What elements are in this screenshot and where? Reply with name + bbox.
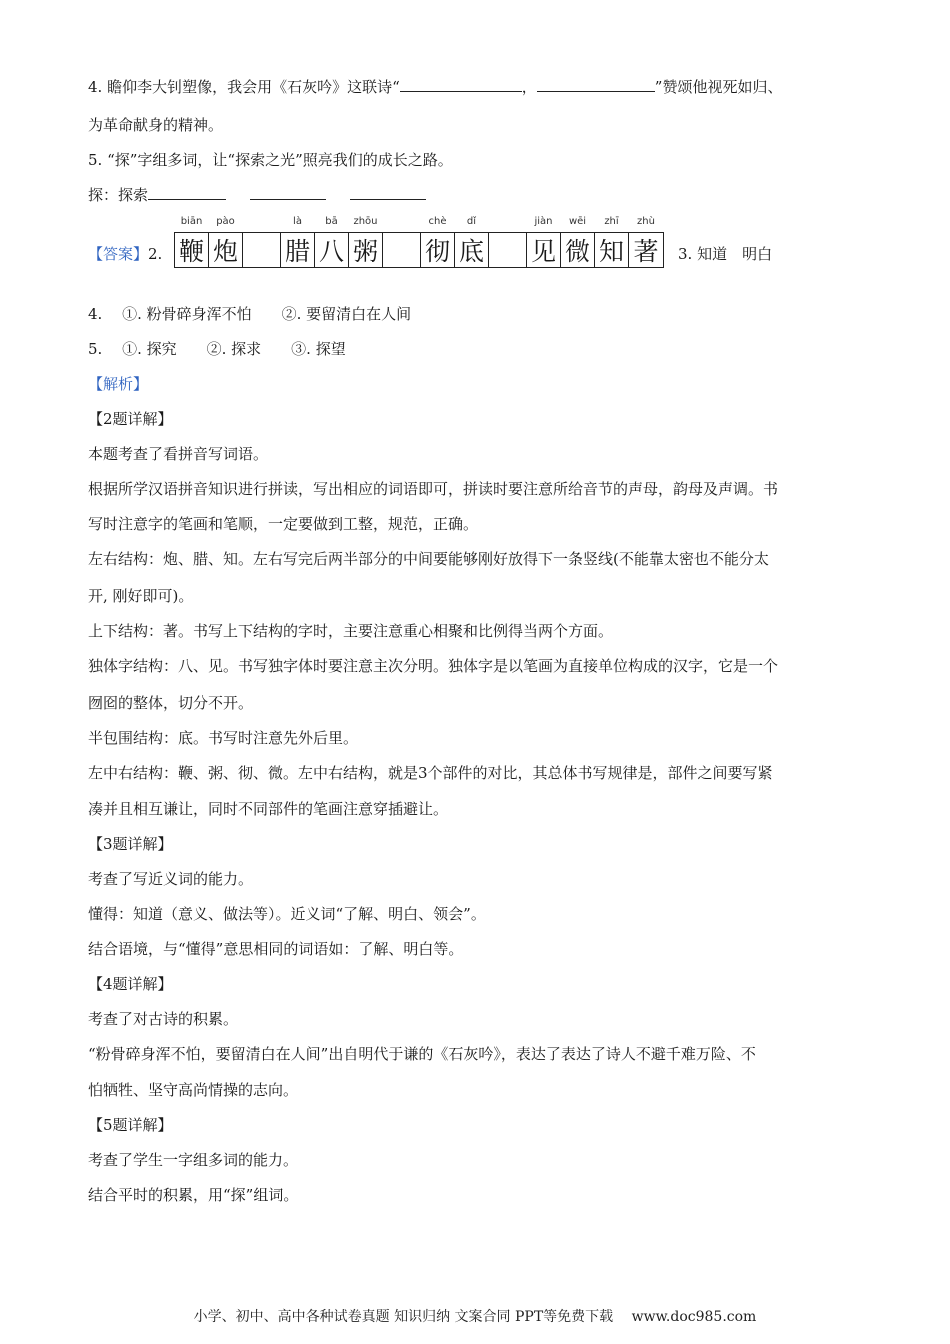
hanzi-char: 腊 [284, 237, 310, 266]
pinyin-label: zhī [604, 216, 619, 227]
analysis-line: 结合语境，与“懂得”意思相同的词语如：了解、明白等。 [88, 940, 464, 958]
answer-blank [148, 185, 226, 200]
analysis-line: “粉骨碎身浑不怕，要留清白在人间”出自明代于谦的《石灰吟》，表达了表达了诗人不避千难万险、不 [88, 1045, 756, 1063]
analysis-line: 上下结构：著。书写上下结构的字时，主要注意重心相聚和比例得当两个方面。 [88, 622, 614, 640]
grid-cell [209, 216, 243, 267]
analysis-line: 左右结构：炮、腊、知。左右写完后两半部分的中间要能够刚好放得下一条竖线(不能靠太密也不能分太 [88, 550, 769, 568]
hanzi-char: 见 [530, 237, 556, 266]
answer-blank [250, 185, 326, 200]
grid-cell-empty [243, 233, 281, 267]
analysis-line: 考查了写近义词的能力。 [88, 870, 254, 888]
pinyin-label: pào [216, 216, 235, 227]
question-5-text: 5. “探”字组多词，让“探索之光”照亮我们的成长之路。 [88, 151, 453, 169]
analysis-line: 半包围结构：底。书写时注意先外后里。 [88, 729, 359, 747]
analysis-line: 考查了学生一字组多词的能力。 [88, 1151, 299, 1169]
analysis-line: 怕牺牲、坚守高尚情操的志向。 [88, 1081, 299, 1099]
pinyin-label: bā [325, 216, 338, 227]
question-4-line-1: 4. 瞻仰李大钊塑像，我会用《石灰吟》这联诗“ ， ”赞颂他视死如归、 [88, 78, 783, 96]
question-5-blanks: 探：探索 [88, 185, 426, 205]
hanzi-char: 彻 [424, 237, 450, 266]
pinyin-label: dǐ [466, 216, 477, 227]
grid-cell [527, 216, 561, 267]
hanzi-char: 炮 [212, 237, 238, 266]
section-heading: 【2题详解】 [88, 410, 173, 428]
grid-cell [349, 216, 383, 267]
pinyin-label: jiàn [534, 216, 553, 227]
grid-cell [561, 216, 595, 267]
answer-3: 3. 知道 明白 [678, 245, 773, 263]
grid-cell [281, 216, 315, 267]
analysis-line: 结合平时的积累，用“探”组词。 [88, 1186, 299, 1204]
hanzi-char: 著 [633, 237, 659, 266]
q4-suffix: ”赞颂他视死如归、 [654, 78, 783, 96]
hanzi-char: 粥 [352, 237, 378, 266]
pinyin-label: chè [428, 216, 447, 227]
answer-blank [400, 77, 522, 92]
pinyin-label: wēi [568, 216, 587, 227]
grid-cell [455, 216, 489, 267]
q4-prefix: 4. 瞻仰李大钊塑像，我会用《石灰吟》这联诗“ [88, 78, 400, 96]
pinyin-label: zhù [637, 216, 655, 227]
grid-cell [175, 216, 209, 267]
analysis-line: 懂得：知道（意义、做法等）。近义词“了解、明白、领会”。 [88, 905, 486, 923]
analysis-line: 考查了对古诗的积累。 [88, 1010, 239, 1028]
hanzi-char: 底 [458, 237, 484, 266]
hanzi-char: 知 [598, 237, 624, 266]
section-heading: 【4题详解】 [88, 975, 173, 993]
grid-cell [595, 216, 629, 267]
analysis-line: 独体字结构：八、见。书写独字体时要注意主次分明。独体字是以笔画为直接单位构成的汉字，它是一个 [88, 657, 779, 675]
pinyin-label: biān [180, 216, 203, 227]
page-footer: 小学、初中、高中各种试卷真题 知识归纳 文案合同 PPT等免费下载 www.doc985.com [193, 1309, 757, 1325]
answer-5: 5. ①. 探究 ②. 探求 ③. 探望 [88, 340, 346, 358]
analysis-line: 囫囵的整体，切分不开。 [88, 694, 254, 712]
analysis-line: 根据所学汉语拼音知识进行拼读，写出相应的词语即可，拼读时要注意所给音节的声母，韵母及声调。书 [88, 480, 779, 498]
analysis-label: 【解析】 [88, 375, 149, 393]
grid-cell [421, 216, 455, 267]
question-4-line-2: 为革命献身的精神。 [88, 116, 224, 134]
grid-cell-empty [489, 233, 527, 267]
analysis-line: 写时注意字的笔画和笔顺，一定要做到工整，规范，正确。 [88, 515, 479, 533]
pinyin-grid [174, 216, 664, 268]
grid-cell-empty [383, 233, 421, 267]
answer-blank [350, 185, 426, 200]
answer-4: 4. ①. 粉骨碎身浑不怕 ②. 要留清白在人间 [88, 305, 412, 323]
analysis-line: 开, 刚好即可)。 [88, 587, 194, 605]
analysis-line: 凑并且相互谦让，同时不同部件的笔画注意穿插避让。 [88, 800, 449, 818]
hanzi-char: 微 [564, 237, 590, 266]
hanzi-char: 鞭 [178, 237, 204, 266]
pinyin-label: là [293, 216, 302, 227]
section-heading: 【5题详解】 [88, 1116, 173, 1134]
section-heading: 【3题详解】 [88, 835, 173, 853]
answer-label: 【答案】2. [88, 245, 163, 263]
grid-cell [629, 216, 663, 267]
analysis-line: 本题考查了看拼音写词语。 [88, 445, 269, 463]
analysis-line: 左中右结构：鞭、粥、彻、微。左中右结构，就是3个部件的对比，其总体书写规律是，部件之间要写紧 [88, 764, 773, 782]
answer-blank [537, 77, 655, 92]
grid-cell [315, 216, 349, 267]
pinyin-label: zhōu [353, 216, 378, 227]
hanzi-char: 八 [318, 237, 344, 266]
